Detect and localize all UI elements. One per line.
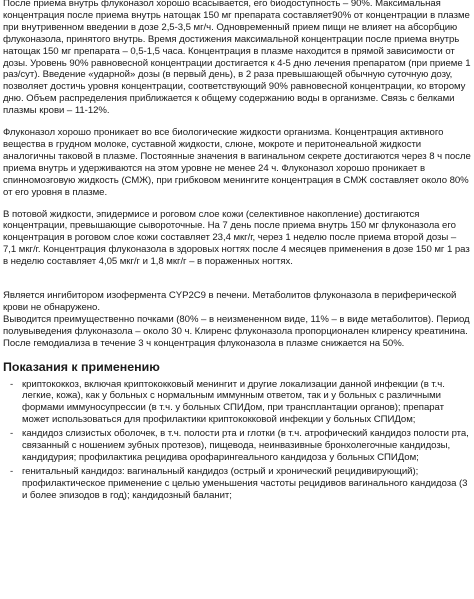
bullet-dash: - [10,428,14,440]
indications-list [3,379,471,502]
list-item-text: генитальный кандидоз: вагинальный кандидоз (острый и хронический рецидивирующий); профилактическое применение с целью уменьшения частоты рецидивов вагинального кандидоза (3 и более эпизодов в год); кандидозный баланит; [22,465,468,501]
pharmacokinetics-skin-paragraph: В потовой жидкости, эпидермисе и роговом слое кожи (селективное накопление) достигаются концентрации, превышающие сывороточные. На 7 день после приема внутрь 150 мг флуконазола его концентрация в роговом слое кожи составляет 23,4 мкг/г, через 1 неделю после приема второй дозы – 7,1 мкг/г. Концентрация флуконазола в здоровых ногтях после 4 месяцев применения в дозе 150 мг 1 раз в неделю составляет 4,05 мкг/г и 1,8 мкг/г – в пораженных ногтях. [3,208,470,268]
section-spacer [3,278,471,290]
list-item-text: кандидоз слизистых оболочек, в т.ч. полости рта и глотки (в т.ч. атрофический кандидоз полости рта, связанный с ношением зубных протезов), пищевода, неинвазивные бронхолегочные кандидозы, кандидурия; профилактика рецидива орофарингеального кандидоза у больных СПИДом; [22,428,469,463]
list-item [10,428,471,464]
pharmacokinetics-absorption-paragraph: После приема внутрь флуконазол хорошо всасывается, его биодоступность – 90%. Максимальная концентрация после приема внутрь натощак 150 мг препарата составляет90% от концентрации в плазме при внутривенном введении в дозе 2,5-3,5 мг/ч. Одновременный прием пищи не влияет на абсорбцию флуконазола, принятого внутрь. Время достижения максимальной концентрации после приема внутрь натощак 150 мг препарата – 0,5-1,5 часа. Концентрация в плазме находится в прямой зависимости от дозы. Уровень 90% равновесной концентрации достигается к 4-5 дню лечения препаратом (при приеме 1 раз/сут). Введение «ударной» дозы (в первый день), в 2 раза превышающей обычную суточную дозу, позволяет достичь уровня концентрации, соответствующий 90% равновесной концентрации, ко второму дню. Объем распределения приближается к общему содержанию воды в организме. Связь с белками плазмы крови – 11-12%. [3,0,471,117]
bullet-dash: - [10,378,14,390]
indications-heading: Показания к применению [3,359,160,374]
pharmacokinetics-distribution-paragraph: Флуконазол хорошо проникает во все биологические жидкости организма. Концентрация активного вещества в грудном молоке, суставной жидкости, слюне, мокроте и перитонеальной жидкости аналогичны таковой в плазме. Постоянные значения в вагинальном секрете достигаются через 8 ч после приема внутрь и удерживаются на этом уровне не менее 24 ч. Флуконазол хорошо проникает в спинномозговую жидкость (СМЖ), при грибковом менингите концентрация в СМЖ составляет около 80% от его уровня в плазме. [3,127,471,198]
pharmacokinetics-metabolism-paragraph: Является ингибитором изофермента CYP2C9 в печени. Метаболитов флуконазола в периферической крови не обнаружено. Выводится преимущественно почками (80% – в неизмененном виде, 11% – в виде метаболитов). Период полувыведения флуконазола – около 30 ч. Клиренс флуконазола пропорционален клиренсу креатинина. После гемодиализа в течение 3 ч концентрация флуконазола в плазме снижается на 50%. [3,290,470,349]
list-item [10,378,471,427]
list-item-text: криптококкоз, включая криптококковый менингит и другие локализации данной инфекции (в т.ч. легкие, кожа), как у больных с нормальным иммунным ответом, так и у больных с различными формами иммуносупрессии (в т.ч. у больных СПИДом, при трансплантации органов); препарат может использоваться для профилактики криптококковой инфекции у больных СПИДом; [22,378,445,426]
bullet-dash: - [10,465,14,477]
list-item [10,465,471,502]
